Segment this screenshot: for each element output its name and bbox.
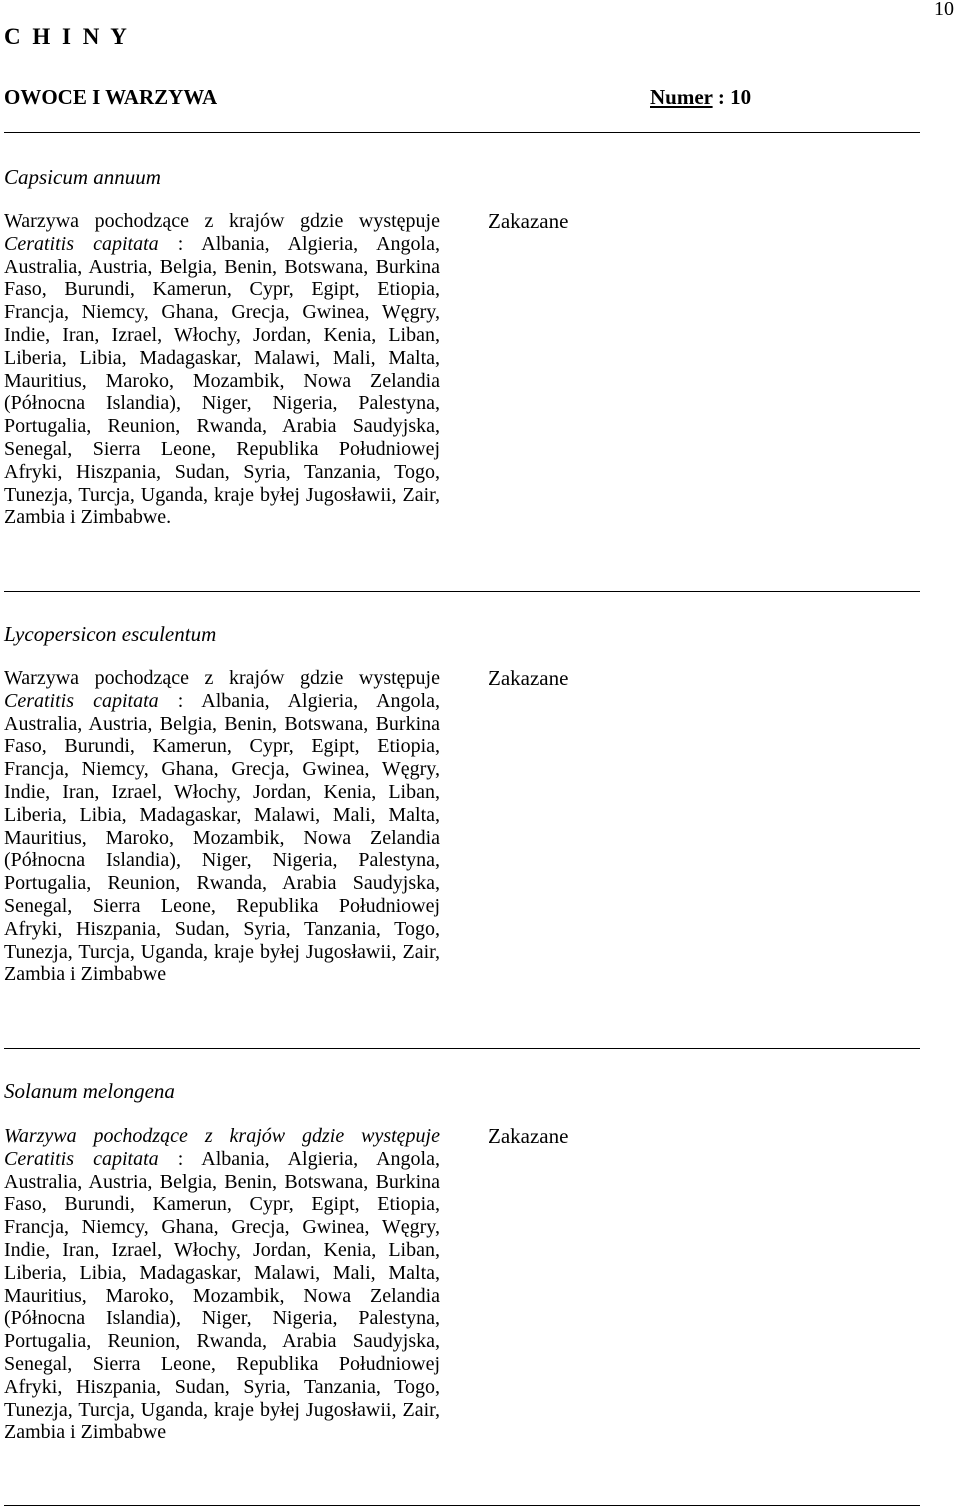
page-number: 10 bbox=[934, 0, 954, 20]
number-label: Numer bbox=[650, 85, 713, 109]
status-label: Zakazane bbox=[488, 666, 569, 690]
section-description bbox=[4, 210, 440, 529]
description-countries: : Albania, Algieria, Angola, Australia, Austria, Belgia, Benin, Botswana, Burkina Faso, Burundi, Kamerun, Cypr, Egipt, Etiopia, Francja, Niemcy, Ghana, Grecja, Gwinea, Węgry, Indie, Iran, Izrael, Włochy, Jordan, Kenia, Liban, Liberia, Libia, Madagaskar, Malawi, Mali, Malta, Mauritius, Maroko, Mozambik, Nowa Zelandia (Północna Islandia), Niger, Nigeria, Palestyna, Portugalia, Reunion, Rwanda, Arabia Saudyjska, Senegal, Sierra Leone, Republika Południowej Afryki, Hiszpania, Sudan, Syria, Tanzania, Togo, Tunezja, Turcja, Uganda, kraje byłej Jugosławii, Zair, Zambia i Zimbabwe bbox=[4, 1147, 440, 1444]
section-divider bbox=[4, 1505, 920, 1506]
description-lead: Warzywa pochodzące z krajów gdzie występuje bbox=[4, 667, 440, 689]
section-description bbox=[4, 1125, 440, 1444]
section-divider bbox=[4, 591, 920, 592]
section-title: Capsicum annuum bbox=[4, 165, 161, 189]
description-countries: : Albania, Algieria, Angola, Australia, Austria, Belgia, Benin, Botswana, Burkina Faso, Burundi, Kamerun, Cypr, Egipt, Etiopia, Francja, Niemcy, Ghana, Grecja, Gwinea, Węgry, Indie, Iran, Izrael, Włochy, Jordan, Kenia, Liban, Liberia, Libia, Madagaskar, Malawi, Mali, Malta, Mauritius, Maroko, Mozambik, Nowa Zelandia (Północna Islandia), Niger, Nigeria, Palestyna, Portugalia, Reunion, Rwanda, Arabia Saudyjska, Senegal, Sierra Leone, Republika Południowej Afryki, Hiszpania, Sudan, Syria, Tanzania, Togo, Tunezja, Turcja, Uganda, kraje byłej Jugosławii, Zair, Zambia i Zimbabwe bbox=[4, 689, 440, 986]
status-label: Zakazane bbox=[488, 1124, 569, 1148]
description-species: Ceratitis capitata bbox=[4, 1147, 159, 1170]
number-separator: : bbox=[712, 85, 731, 109]
description-species: Ceratitis capitata bbox=[4, 689, 159, 712]
description-lead: Warzywa pochodzące z krajów gdzie występuje bbox=[4, 1125, 440, 1147]
country-heading: C H I N Y bbox=[4, 24, 130, 49]
section-title: Lycopersicon esculentum bbox=[4, 622, 217, 646]
number-value: 10 bbox=[730, 85, 752, 109]
status-label: Zakazane bbox=[488, 209, 569, 233]
section-description bbox=[4, 667, 440, 986]
description-countries: : Albania, Algieria, Angola, Australia, Austria, Belgia, Benin, Botswana, Burkina Faso, Burundi, Kamerun, Cypr, Egipt, Etiopia, Francja, Niemcy, Ghana, Grecja, Gwinea, Węgry, Indie, Iran, Izrael, Włochy, Jordan, Kenia, Liban, Liberia, Libia, Madagaskar, Malawi, Mali, Malta, Mauritius, Maroko, Mozambik, Nowa Zelandia (Północna Islandia), Niger, Nigeria, Palestyna, Portugalia, Reunion, Rwanda, Arabia Saudyjska, Senegal, Sierra Leone, Republika Południowej Afryki, Hiszpania, Sudan, Syria, Tanzania, Togo, Tunezja, Turcja, Uganda, kraje byłej Jugosławii, Zair, Zambia i Zimbabwe. bbox=[4, 232, 440, 529]
document-number bbox=[650, 85, 751, 110]
description-species: Ceratitis capitata bbox=[4, 232, 159, 255]
section-divider bbox=[4, 1048, 920, 1049]
header-divider bbox=[4, 132, 920, 133]
description-lead: Warzywa pochodzące z krajów gdzie występuje bbox=[4, 210, 440, 232]
category-heading: OWOCE I WARZYWA bbox=[4, 85, 218, 109]
section-title: Solanum melongena bbox=[4, 1079, 175, 1103]
